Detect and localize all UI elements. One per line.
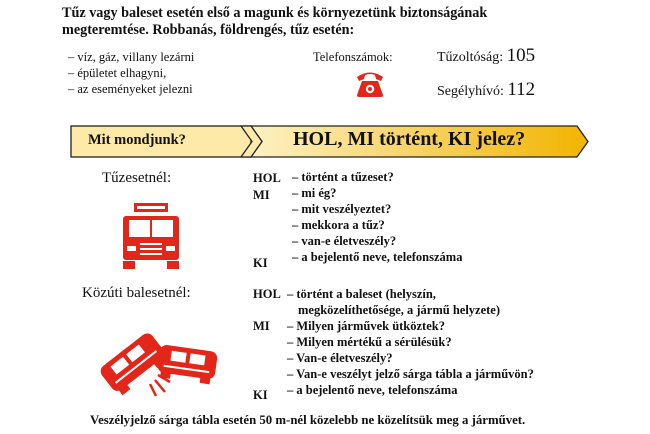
action-item: – víz, gáz, villany lezárni [68,50,195,64]
road-line: – Van-e veszélyt jelző sárga tábla a járművön? [287,367,534,381]
emergency-row [437,79,535,101]
road-kw-ki: KI [253,388,268,402]
banner-right-label: HOL, MI történt, KI jelez? [293,128,526,150]
action-item: – épületet elhagyni, [68,66,167,80]
road-line: – Milyen járművek ütköztek? [287,319,445,333]
fire-kw-hol: HOL [253,171,281,185]
road-line: – történt a baleset (helyszín, [287,287,436,301]
road-line: – Milyen mértékű a sérülésük? [287,335,452,349]
emergency-number: 112 [507,79,536,100]
road-line: megközelíthetősége, a jármű helyzete) [298,303,501,317]
action-item: – az eseményeket jelezni [68,82,193,96]
fire-line: – mekkora a tűz? [292,218,385,232]
fire-line: – van-e életveszély? [292,234,397,248]
footer-warning: Veszélyjelző sárga tábla esetén 50 m-nél közelebb ne közelítsük meg a járművet. [90,413,526,427]
road-line: – Van-e életveszély? [287,351,393,365]
fire-service-row [437,45,535,67]
fire-line: – a bejelentő neve, telefonszáma [292,250,463,264]
fire-section-title: Tűzesetnél: [102,170,172,186]
emergency-label: Segélyhívó: [437,84,504,99]
car-crash-icon [92,310,222,400]
road-kw-mi: MI [253,319,270,333]
fire-line: – történt a tűzeset? [292,170,394,184]
intro-text [62,5,622,39]
fire-service-label: Tűzoltóság: [437,50,504,65]
fire-line: – mi ég? [292,186,337,200]
banner-left-label: Mit mondjunk? [88,132,186,148]
action-list [68,49,194,97]
road-kw-hol: HOL [253,287,281,301]
road-section-title: Közúti balesetnél: [82,285,191,301]
phone-numbers-label: Telefonszámok: [313,50,393,64]
fire-truck-icon [118,203,184,269]
intro-line-2: megteremtése. Robbanás, földrengés, tűz esetén: [62,22,355,38]
road-line: – a bejelentő neve, telefonszáma [287,383,458,397]
fire-line: – mit veszélyeztet? [292,202,392,216]
fire-kw-ki: KI [253,256,268,270]
telephone-icon [354,68,386,98]
fire-service-number: 105 [506,45,536,66]
intro-line-1: Tűz vagy baleset esetén első a magunk és környezetünk biztonságának [62,5,488,21]
fire-kw-mi: MI [253,188,270,202]
